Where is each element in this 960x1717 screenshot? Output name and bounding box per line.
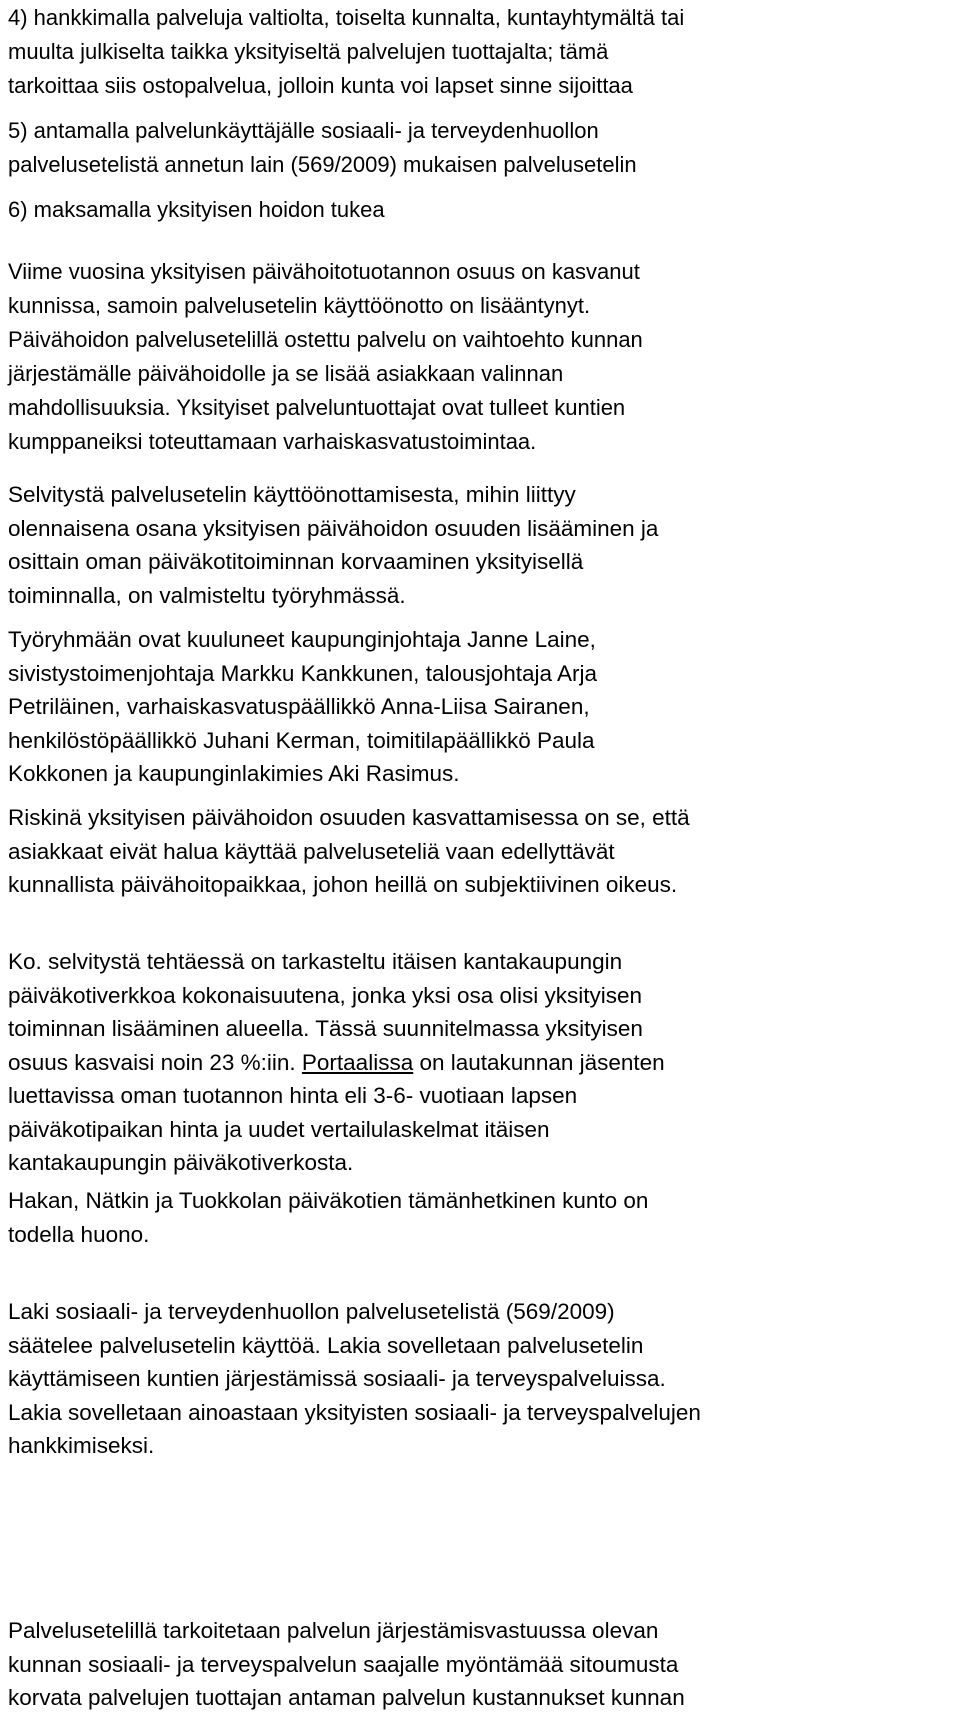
- text-line: 6) maksamalla yksityisen hoidon tukea: [8, 197, 385, 222]
- paragraph-item-4: [8, 1, 960, 103]
- paragraph-laki: [8, 1295, 960, 1463]
- text-line: sivistystoimenjohtaja Markku Kankkunen, talousjohtaja Arja: [8, 660, 598, 686]
- paragraph-palveluseteli: [8, 1614, 960, 1715]
- text-line: kantakaupungin päiväkotiverkosta.: [8, 1150, 354, 1175]
- text-line: Työryhmään ovat kuuluneet kaupunginjohtaja Janne Laine,: [8, 627, 596, 652]
- text-line: olennaisena osana yksityisen päivähoidon osuuden lisääminen ja: [8, 515, 659, 541]
- text-line: hankkimiseksi.: [8, 1433, 155, 1458]
- text-line: palvelusetelistä annetun lain (569/2009) mukaisen palvelusetelin: [8, 152, 637, 177]
- text-line: järjestämälle päivähoidolle ja se lisää asiakkaan valinnan: [8, 361, 564, 386]
- text-line: 5) antamalla palvelunkäyttäjälle sosiaali- ja terveydenhuollon: [8, 118, 599, 143]
- text-line: todella huono.: [8, 1221, 150, 1247]
- paragraph-viime-vuosina: [8, 255, 960, 459]
- text-line: Lakia sovelletaan ainoastaan yksityisten sosiaali- ja terveyspalvelujen: [8, 1399, 701, 1425]
- paragraph-selvitys: [8, 478, 960, 612]
- text-line: osittain oman päiväkotitoiminnan korvaaminen yksityisellä: [8, 549, 584, 574]
- text-line: kumppaneiksi toteuttamaan varhaiskasvatustoimintaa.: [8, 429, 537, 454]
- text-line: Riskinä yksityisen päivähoidon osuuden kasvattamisessa on se, että: [8, 805, 690, 830]
- text-line: mahdollisuuksia. Yksityiset palveluntuottajat ovat tulleet kuntien: [8, 395, 626, 420]
- text-line: henkilöstöpäällikkö Juhani Kerman, toimitilapäällikkö Paula: [8, 727, 595, 753]
- paragraph-ko-selvitys: [8, 945, 960, 1180]
- paragraph-item-6: [8, 193, 960, 227]
- text-line: Laki sosiaali- ja terveydenhuollon palvelusetelistä (569/2009): [8, 1299, 615, 1324]
- text-line: käyttämiseen kuntien järjestämissä sosiaali- ja terveyspalveluissa.: [8, 1366, 666, 1391]
- text-line: päiväkotipaikan hinta ja uudet vertailulaskelmat itäisen: [8, 1116, 550, 1142]
- text-line: kunnan sosiaali- ja terveyspalvelun saajalle myöntämää sitoumusta: [8, 1651, 679, 1677]
- text-line: Ko. selvitystä tehtäessä on tarkasteltu itäisen kantakaupungin: [8, 949, 623, 974]
- text-line-with-link: [8, 1046, 960, 1080]
- text-segment: osuus kasvaisi noin 23 %:iin.: [8, 1049, 302, 1075]
- text-line: luettavissa oman tuotannon hinta eli 3-6- vuotiaan lapsen: [8, 1083, 578, 1108]
- text-line: säätelee palvelusetelin käyttöä. Lakia sovelletaan palvelusetelin: [8, 1332, 644, 1358]
- text-line: Hakan, Nätkin ja Tuokkolan päiväkotien tämänhetkinen kunto on: [8, 1188, 649, 1213]
- text-line: kunnallista päivähoitopaikkaa, johon heillä on subjektiivinen oikeus.: [8, 872, 678, 897]
- text-line: Kokkonen ja kaupunginlakimies Aki Rasimus.: [8, 761, 460, 786]
- text-line: kunnissa, samoin palvelusetelin käyttöönotto on lisääntynyt.: [8, 293, 591, 318]
- text-line: Palvelusetelillä tarkoitetaan palvelun järjestämisvastuussa olevan: [8, 1618, 659, 1643]
- text-segment: on lautakunnan jäsenten: [413, 1049, 665, 1075]
- text-line: päiväkotiverkkoa kokonaisuutena, jonka yksi osa olisi yksityisen: [8, 982, 643, 1008]
- text-line: Päivähoidon palvelusetelillä ostettu palvelu on vaihtoehto kunnan: [8, 327, 643, 352]
- text-line: korvata palvelujen tuottajan antaman palvelun kustannukset kunnan: [8, 1685, 685, 1710]
- text-line: Viime vuosina yksityisen päivähoitotuotannon osuus on kasvanut: [8, 259, 640, 284]
- text-line: muulta julkiselta taikka yksityiseltä palvelujen tuottajalta; tämä: [8, 39, 609, 64]
- text-line: tarkoittaa siis ostopalvelua, jolloin kunta voi lapset sinne sijoittaa: [8, 73, 633, 98]
- paragraph-item-5: [8, 114, 960, 182]
- portaalissa-link[interactable]: Portaalissa: [301, 1049, 414, 1075]
- paragraph-hakan: [8, 1184, 960, 1251]
- text-line: toiminnan lisääminen alueella. Tässä suunnitelmassa yksityisen: [8, 1016, 643, 1041]
- text-line: Petriläinen, varhaiskasvatuspäällikkö Anna-Liisa Sairanen,: [8, 694, 590, 719]
- text-line: Selvitystä palvelusetelin käyttöönottamisesta, mihin liittyy: [8, 482, 576, 507]
- paragraph-riski: [8, 801, 960, 902]
- paragraph-tyoryhma: [8, 623, 960, 791]
- text-line: toiminnalla, on valmisteltu työryhmässä.: [8, 582, 406, 608]
- text-line: 4) hankkimalla palveluja valtiolta, toiselta kunnalta, kuntayhtymältä tai: [8, 5, 685, 30]
- text-line: asiakkaat eivät halua käyttää palveluseteliä vaan edellyttävät: [8, 838, 615, 864]
